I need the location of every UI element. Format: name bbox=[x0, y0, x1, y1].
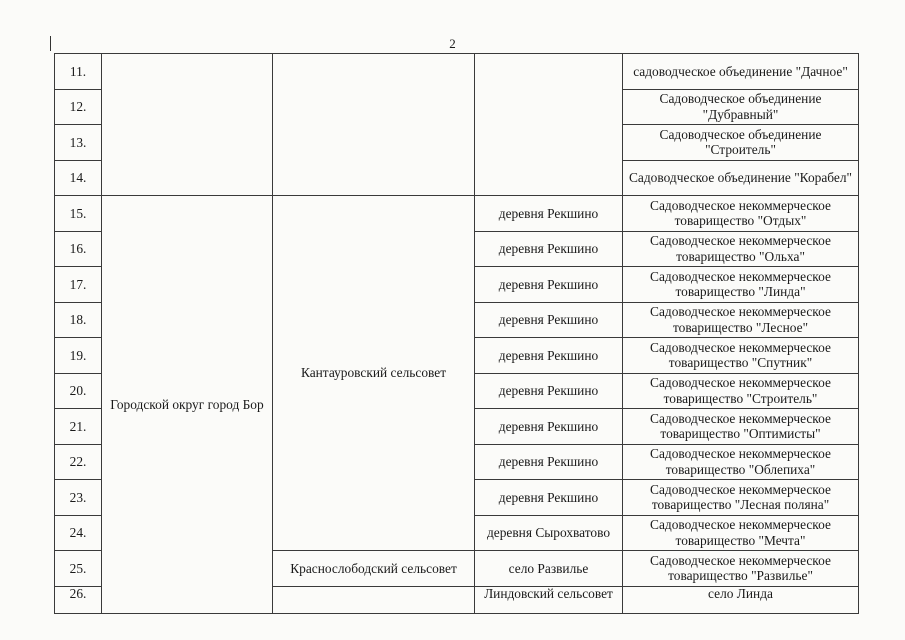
organization-cell: Садоводческое некоммерческое товарищество "Облепиха" bbox=[623, 444, 859, 480]
settlement-cell: Линдовский сельсовет bbox=[475, 586, 623, 613]
row-number: 14. bbox=[55, 160, 102, 196]
row-number: 15. bbox=[55, 196, 102, 232]
locality-cell: село Линда bbox=[623, 586, 859, 613]
row-number: 26. bbox=[55, 586, 102, 613]
page-number: 2 bbox=[449, 36, 456, 51]
municipality-cell-empty bbox=[273, 586, 475, 613]
table-row bbox=[55, 54, 859, 90]
row-number: 19. bbox=[55, 338, 102, 374]
settlement-cell: Кантауровский сельсовет bbox=[273, 196, 475, 551]
margin-mark bbox=[50, 36, 51, 51]
organization-cell: Садоводческое некоммерческое товарищество "Лесное" bbox=[623, 302, 859, 338]
row-number: 11. bbox=[55, 54, 102, 90]
row-number: 22. bbox=[55, 444, 102, 480]
organization-cell: Садоводческое некоммерческое товарищество "Оптимисты" bbox=[623, 409, 859, 445]
table-row bbox=[55, 196, 859, 232]
organization-cell: Садоводческое некоммерческое товарищество "Лесная поляна" bbox=[623, 480, 859, 516]
organization-cell: Садоводческое объединение "Строитель" bbox=[623, 125, 859, 161]
organization-cell: Садоводческое некоммерческое товарищество "Отдых" bbox=[623, 196, 859, 232]
row-number: 16. bbox=[55, 231, 102, 267]
locality-cell: деревня Рекшино bbox=[475, 196, 623, 232]
settlement-cell-empty bbox=[273, 54, 475, 196]
organization-cell: садоводческое объединение "Дачное" bbox=[623, 54, 859, 90]
locality-cell: деревня Рекшино bbox=[475, 409, 623, 445]
organization-cell: Садоводческое объединение "Дубравный" bbox=[623, 89, 859, 125]
locality-cell: деревня Рекшино bbox=[475, 480, 623, 516]
locality-cell: деревня Рекшино bbox=[475, 444, 623, 480]
row-number: 13. bbox=[55, 125, 102, 161]
locality-cell: деревня Рекшино bbox=[475, 267, 623, 303]
settlement-cell: Краснослободский сельсовет bbox=[273, 551, 475, 587]
locality-cell: село Развилье bbox=[475, 551, 623, 587]
locality-cell: деревня Рекшино bbox=[475, 302, 623, 338]
municipality-cell-empty bbox=[102, 54, 273, 196]
row-number: 18. bbox=[55, 302, 102, 338]
row-number: 23. bbox=[55, 480, 102, 516]
row-number: 25. bbox=[55, 551, 102, 587]
organization-cell: Садоводческое объединение "Корабел" bbox=[623, 160, 859, 196]
locality-cell-empty bbox=[475, 54, 623, 196]
municipality-cell: Городской округ город Бор bbox=[102, 196, 273, 614]
row-number: 12. bbox=[55, 89, 102, 125]
organization-cell: Садоводческое некоммерческое товарищество "Развилье" bbox=[623, 551, 859, 587]
row-number: 24. bbox=[55, 515, 102, 551]
organization-cell: Садоводческое некоммерческое товарищество "Ольха" bbox=[623, 231, 859, 267]
organization-cell: Садоводческое некоммерческое товарищество "Линда" bbox=[623, 267, 859, 303]
locality-cell: деревня Рекшино bbox=[475, 231, 623, 267]
locality-cell: деревня Сырохватово bbox=[475, 515, 623, 551]
organization-cell: Садоводческое некоммерческое товарищество "Строитель" bbox=[623, 373, 859, 409]
locality-cell: деревня Рекшино bbox=[475, 373, 623, 409]
registry-table bbox=[54, 53, 859, 614]
organization-cell: Садоводческое некоммерческое товарищество "Мечта" bbox=[623, 515, 859, 551]
organization-cell: Садоводческое некоммерческое товарищество "Спутник" bbox=[623, 338, 859, 374]
locality-cell: деревня Рекшино bbox=[475, 338, 623, 374]
row-number: 17. bbox=[55, 267, 102, 303]
row-number: 20. bbox=[55, 373, 102, 409]
row-number: 21. bbox=[55, 409, 102, 445]
